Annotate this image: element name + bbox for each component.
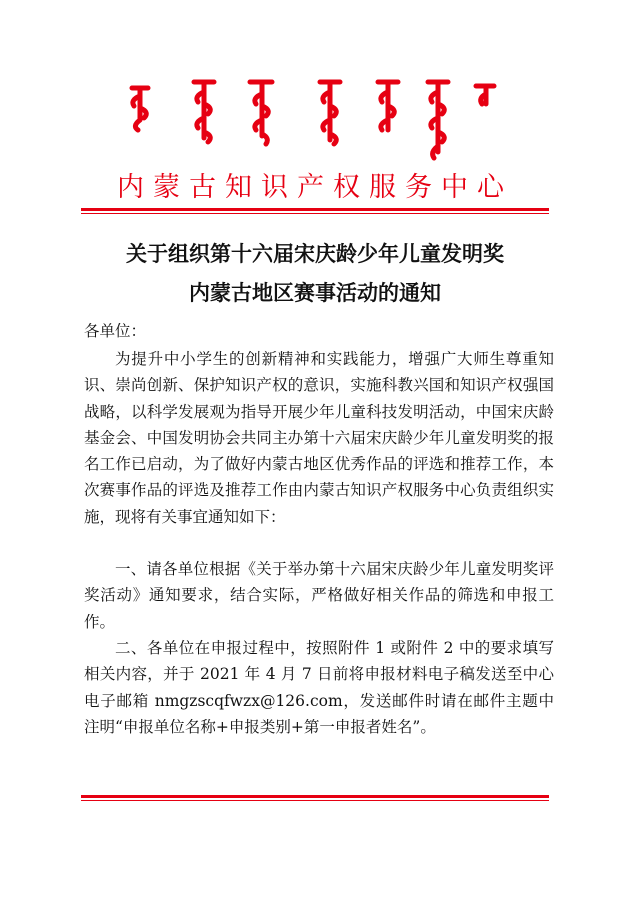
document-title-line-2: 内蒙古地区赛事活动的通知: [189, 281, 441, 305]
footer-rule-thick: [81, 795, 549, 798]
letterhead-rule-thick: [81, 208, 549, 211]
body-paragraph: 一、请各单位根据《关于举办第十六届宋庆龄少年儿童发明奖评奖活动》通知要求，结合实际，严格做好相关作品的筛选和申报工作。: [84, 560, 554, 631]
letterhead-rule-thin: [81, 213, 549, 214]
document-title-line-1: 关于组织第十六届宋庆龄少年儿童发明奖: [126, 242, 504, 266]
organization-name: 内蒙古知识产权服务中心: [117, 172, 513, 203]
footer-rule-thin: [81, 800, 549, 801]
body-paragraph: 为提升中小学生的创新精神和实践能力，增强广大师生尊重知识、崇尚创新、保护知识产权的意识，实施科教兴国和知识产权强国战略，以科学发展观为指导开展少年儿童科技发明活动，中国宋庆龄基金会、中国发明协会共同主办第十六届宋庆龄少年儿童发明奖的报名工作已启动，为了做好内蒙古地区优秀作品的评选和推荐工作，本次赛事作品的评选及推荐工作由内蒙古知识产权服务中心负责组织实施，现将有关事宜通知如下：: [84, 350, 554, 526]
body-paragraph: 二、各单位在申报过程中，按照附件 1 或附件 2 中的要求填写相关内容，并于 2021 年 4 月 7 日前将申报材料电子稿发送至中心电子邮箱 nmgzscqfwzx@126.com，发送邮件时请在邮件主题中注明“申报单位名称+申报类别+第一申报者姓名”。: [84, 639, 554, 736]
salutation: 各单位：: [84, 322, 147, 340]
mongolian-script-logo: [120, 74, 500, 170]
